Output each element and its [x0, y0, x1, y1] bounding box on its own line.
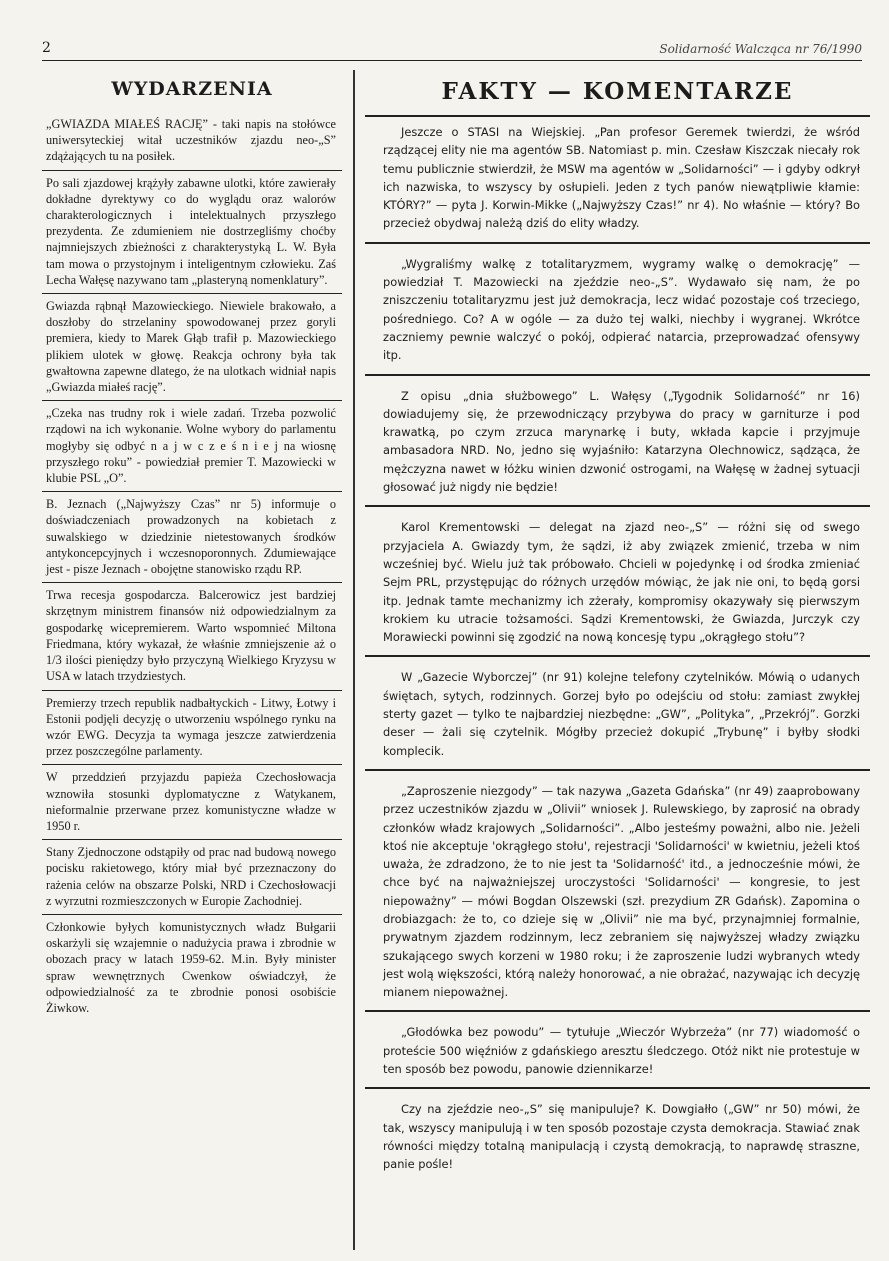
event-item: Gwiazda rąbnął Mazowieckiego. Niewiele brakowało, a doszłoby do strzelaniny spowodowanej przez goryli premiera, kiedy to Marek Głąb trafił p. Mazowieckiego plikiem ulotek w głowę. Reakcja ochrony była tak gwałtowna zapewne dlatego, że na ulotkach widniał napis „Gwiazda miałeś rację”. — [42, 294, 342, 401]
events-column — [42, 78, 342, 1021]
page-number: 2 — [42, 40, 51, 56]
comment-item: „Zaproszenie niezgody” — tak nazywa „Gazeta Gdańska” (nr 49) zaaprobowany przez uczestników zjazdu w „Olivii” wniosek J. Rulewskiego, by zaprosić na obrady członków władz krajowych „Solidarności”. „Albo jesteśmy poważni, albo nie. Jeżeli ktoś nie akceptuje 'okrągłego stołu', rejestracji 'Solidarności' w kwietniu, jeżeli ktoś uważa, że zdradzono, że to nie jest ta 'Solidarność' itd., a jednocześnie mówi, że chce być na najważniejszej uroczystości 'Solidarności' — kongresie, to jest niepoważny” — mówi Bogdan Olszewski (szł. prezydium ZR Gdańsk). Zapomina o drobiazgach: że to, co dzieje się w „Olivii” nie ma być, przynajmniej formalnie, prywatnym zjazdem rodzinnym, lecz zebraniem się najwyższej władzy związku szukającego swych korzeni w 1980 roku; i że zaproszenie ludzi wybranych wtedy jest wolą większości, którą należy honorować, a nie obrażać, nazywając ich decyzję mianem niepoważnej. — [365, 776, 870, 1013]
comment-item: Z opisu „dnia służbowego” L. Wałęsy („Tygodnik Solidarność” nr 16) dowiadujemy się, że przewodniczący przybywa do pracy w garniturze i pod krawatką, po czym zrzuca marynarkę i buty, wkłada kapcie i przyjmuje ambasadora NRD. No, jedno się wyjaśniło: Katarzyna Olechnowicz, sądząca, że mężczyzna nawet w łóżku winien dzwonić ostrogami, na Wałęsę w żadnej sytuacji głosować już nigdy nie będzie! — [365, 381, 870, 508]
comment-item: „Wygraliśmy walkę z totalitaryzmem, wygramy walkę o demokrację” — powiedział T. Mazowiecki na zjeździe neo-„S”. Wydawało się nam, że po zniszczeniu totalitaryzmu jest już demokracja, lecz widać pozostaje coś trzeciego, pośredniego. Co? A w ogóle — za dużo tej walki, niechby i wygranej. Wkrótce zaczniemy pewnie walczyć o pokój, odpierać natarcia, przeprowadzać ofensywy itp. — [365, 249, 870, 376]
column-divider — [353, 70, 355, 1250]
comment-item: Czy na zjeździe neo-„S” się manipuluje? K. Dowgiałło („GW” nr 50) mówi, że tak, wszyscy manipulują i w ten sposób pozostaje czysta demokracja. Stawiać znak równości między totalną manipulacją i czystą demokracją, to naprawdę straszne, panie pośle! — [383, 1102, 860, 1172]
event-item: „GWIAZDA MIAŁEŚ RACJĘ” - taki napis na stołówce uniwersyteckiej witał uczestników zjazdu neo-„S” zdążających tu na posiłek. — [42, 112, 342, 171]
event-item: Premierzy trzech republik nadbałtyckich - Litwy, Łotwy i Estonii podjęli decyzję o utworzeniu wspólnego rynku na wzór EWG. Decyzja ta wymaga jeszcze zatwierdzenia przez poszczególne parlamenty. — [42, 691, 342, 766]
comment-item: „Głodówka bez powodu” — tytułuje „Wieczór Wybrzeża” (nr 77) wiadomość o proteście 500 więźniów z gdańskiego aresztu śledczego. Otóż nikt nie protestuje w ten sposób bez powodu, panowie dziennikarze! — [365, 1017, 870, 1089]
comment-item: W „Gazecie Wyborczej” (nr 91) kolejne telefony czytelników. Mówią o udanych świętach, sytych, rodzinnych. Gorzej było po odejściu od stołu: zamiast zwykłej sterty gazet — tylko te najbardziej niezbędne: „GW”, „Polityka”, „Przekrój”. Gorzki deser — żali się czytelnik. Mógłby przecież dokupić „Trybunę” i byłby słodki komplecik. — [365, 662, 870, 770]
event-item: „Czeka nas trudny rok i wiele zadań. Trzeba pozwolić rządowi na ich wykonanie. Wolne wybory do parlamentu mogłyby się odbyć n a j w c z e ś n i e j na wiosnę przyszłego roku” - powiedział premier T. Mazowiecki w klubie PSL „O”. — [42, 401, 342, 492]
event-item: W przeddzień przyjazdu papieża Czechosłowacja wznowiła stosunki dyplomatyczne z Watykanem, nieformalnie przerwane przez komunistyczne władze w 1950 r. — [42, 765, 342, 840]
event-item: B. Jeznach („Najwyższy Czas” nr 5) informuje o doświadczeniach prowadzonych na kobietach z suwalskiego w dziedzinie nietestowanych środków antykoncepcyjnych i wczesnoporonnych. Zdumiewające jest - pisze Jeznach - obojętne stanowisko rządu RP. — [42, 492, 342, 583]
event-item: Stany Zjednoczone odstąpiły od prac nad budową nowego pocisku rakietowego, który miał być przeznaczony do rażenia celów na obszarze Polski, NRD i Czechosłowacji z wyrzutni rozmieszczonych w Europie Zachodniej. — [42, 840, 342, 915]
event-item: Trwa recesja gospodarcza. Balcerowicz jest bardziej skrzętnym ministrem finansów niż odpowiedzialnym za gospodarkę wicepremierem. Warto wspomnieć Miltona Friedmana, który wykazał, że właśnie zmniejszenie aż o 1/3 ilości pieniędzy było przyczyną Wielkiego Kryzysu w USA w latach trzydziestych. — [42, 583, 342, 690]
facts-comments-column — [365, 78, 870, 1188]
comment-item: Karol Krementowski — delegat na zjazd neo-„S” — różni się od swego przyjaciela A. Gwiazdy tym, że sądzi, iż aby związek zmienić, trzeba w nim wcześniej być. Wielu już tak próbowało. Chcieli w pojedynkę i od środka zmieniać Sejm PRL, przystępując do różnych urzędów mówiąc, że jak nie oni, to będą gorsi itp. Jednak tamte mechanizmy ich zżerały, kompromisy okazywały się pierwszym krokiem ku utracie tożsamości. Sądzi Krementowski, że Gwiazda, Jurczyk czy Morawiecki powinni się zgodzić na nową koncesję typu „okrągłego stołu”? — [365, 512, 870, 657]
page-header — [42, 40, 862, 61]
event-item: Członkowie byłych komunistycznych władz Bułgarii oskarżyli się wzajemnie o nadużycia prawa i zbrodnie w obozach pracy w latach 1959-62. M.in. Były minister spraw wewnętrznych Cwenkow oświadczył, że odpowiedzialność za te zbrodnie ponosi osobiście Żiwkow. — [46, 919, 336, 1015]
facts-comments-title: FAKTY — KOMENTARZE — [441, 78, 794, 105]
comment-item: Jeszcze o STASI na Wiejskiej. „Pan profesor Geremek twierdzi, że wśród rządzącej elity nie ma agentów SB. Natomiast p. min. Czesław Kiszczak niecały rok temu publicznie stwierdził, że MSW ma agentów w „Solidarności” — i gdyby odkrył ich nazwiska, to wszyscy by osłupieli. Jeden z tych panów niewątpliwie kłamie: KTÓRY?” — pyta J. Korwin-Mikke („Najwyższy Czas!” nr 4). No właśnie — który? Bo przecież obydwaj należą dziś do elity władzy. — [365, 115, 870, 244]
publication-title: Solidarność Walcząca nr 76/1990 — [659, 42, 862, 56]
events-title: WYDARZENIA — [111, 78, 273, 100]
event-item: Po sali zjazdowej krążyły zabawne ulotki, które zawierały dokładne dyrektywy co do wyglądu oraz walorów charakterologicznych i intelektualnych przyszłego prezydenta. Ze zdumieniem nie dostrzegliśmy choćby najmniejszych zbieżności z charakterystyką L. W. Była tam mowa o przystojnym i inteligentnym człowieku. Zaś Lecha Wałęsę nazywano tam „plasteryną nomenklatury”. — [42, 171, 342, 294]
